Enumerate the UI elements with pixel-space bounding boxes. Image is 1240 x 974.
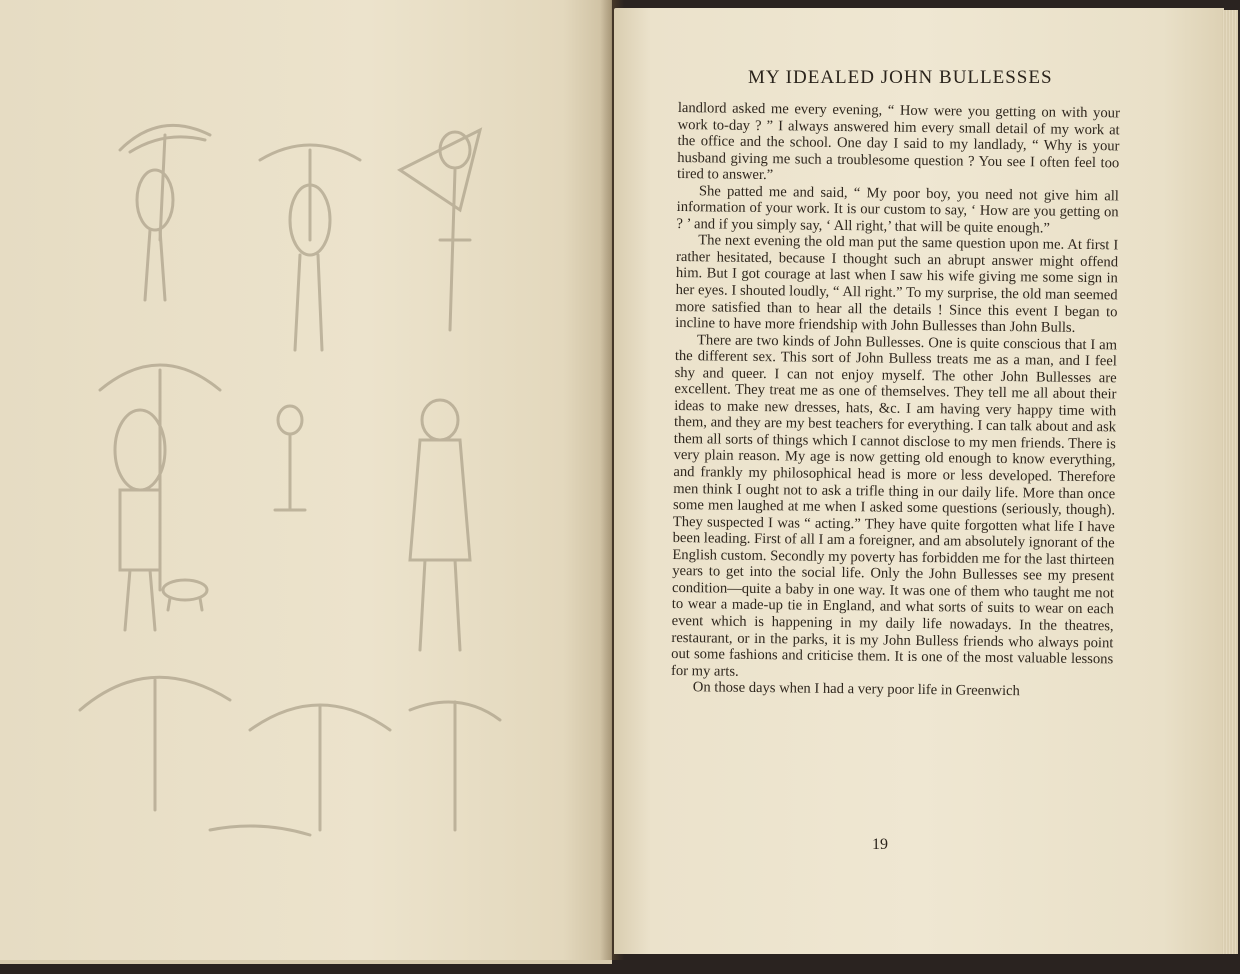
paragraph-4: There are two kinds of John Bullesses. One is quite conscious that I am the different sex. This sort of John Bulless treats me as a man, and I feel shy and queer. I can not enjoy myself. The other John Bullesses are excellent. They treat me as one of themselves. They tell me all about their ideas to make new dresses, hats, &c. I am having very happy time with them, and they are my best teachers for everything. I can talk about and ask them all sorts of things which I cannot disclose to my men friends. There is very plain reason. My age is now getting old enough to know everything, and frankly my philosophical head is more or less developed. Therefore men think I ought not to ask a trifle thing in our daily life. More than once some men laughed at me when I asked some questions (seriously, though). They suspected I was “ acting.” They have quite forgotten what life I have been leading. First of all I am a foreigner, and am absolutely ignorant of the English custom. Secondly my poverty has forbidden me for the last thirteen years to get into the social life. Only the John Bullesses see my present condition—quite a baby in one way. It was one of them who taught me not to wear a made-up tie in England, and what sorts of suits to wear on each event which is happening in my daily life nowadays. In the theatres, restaurant, or in the parks, it is my John Bulless friends who always point out some fashions and criticise them. It is one of the most valuable lessons for my arts.: [670, 331, 1118, 680]
umbrella-figures-drawing: [60, 90, 520, 870]
bleed-through-illustration: [60, 90, 520, 870]
running-head: MY IDEALED JOHN BULLESSES: [748, 67, 1053, 88]
paragraph-1: landlord asked me every evening, “ How were you getting on with your work to-day ? ” I always answered him every small detail of my work at the office and the school. One day I said to my landlady, “ Why is your husband giving me such a troublesome question ? You see I often feel too tired to answer.”: [676, 100, 1120, 184]
page-number: 19: [872, 836, 888, 853]
paragraph-2: She patted me and said, “ My poor boy, you need not give him all information of your work. It is our custom to say, ‘ How are you getting on ? ’ and if you simply say, ‘ All right,’ that will be quite enough.”: [676, 182, 1119, 237]
paragraph-3: The next evening the old man put the same question upon me. At first I rather hesitated, because I thought such an abrupt answer might offend him. But I got courage at last when I saw his wife giving me some sign in her eyes. I shouted loudly, “ All right.” To my surprise, the old man seemed more satisfied than to hear all the details ! Since this event I began to incline to have more friendship with John Bullesses than John Bulls.: [675, 232, 1119, 336]
body-text: [671, 100, 1120, 701]
page-edges: [1222, 10, 1238, 954]
left-page: [0, 0, 612, 964]
paragraph-5: On those days when I had a very poor life in Greenwich: [692, 679, 1020, 700]
